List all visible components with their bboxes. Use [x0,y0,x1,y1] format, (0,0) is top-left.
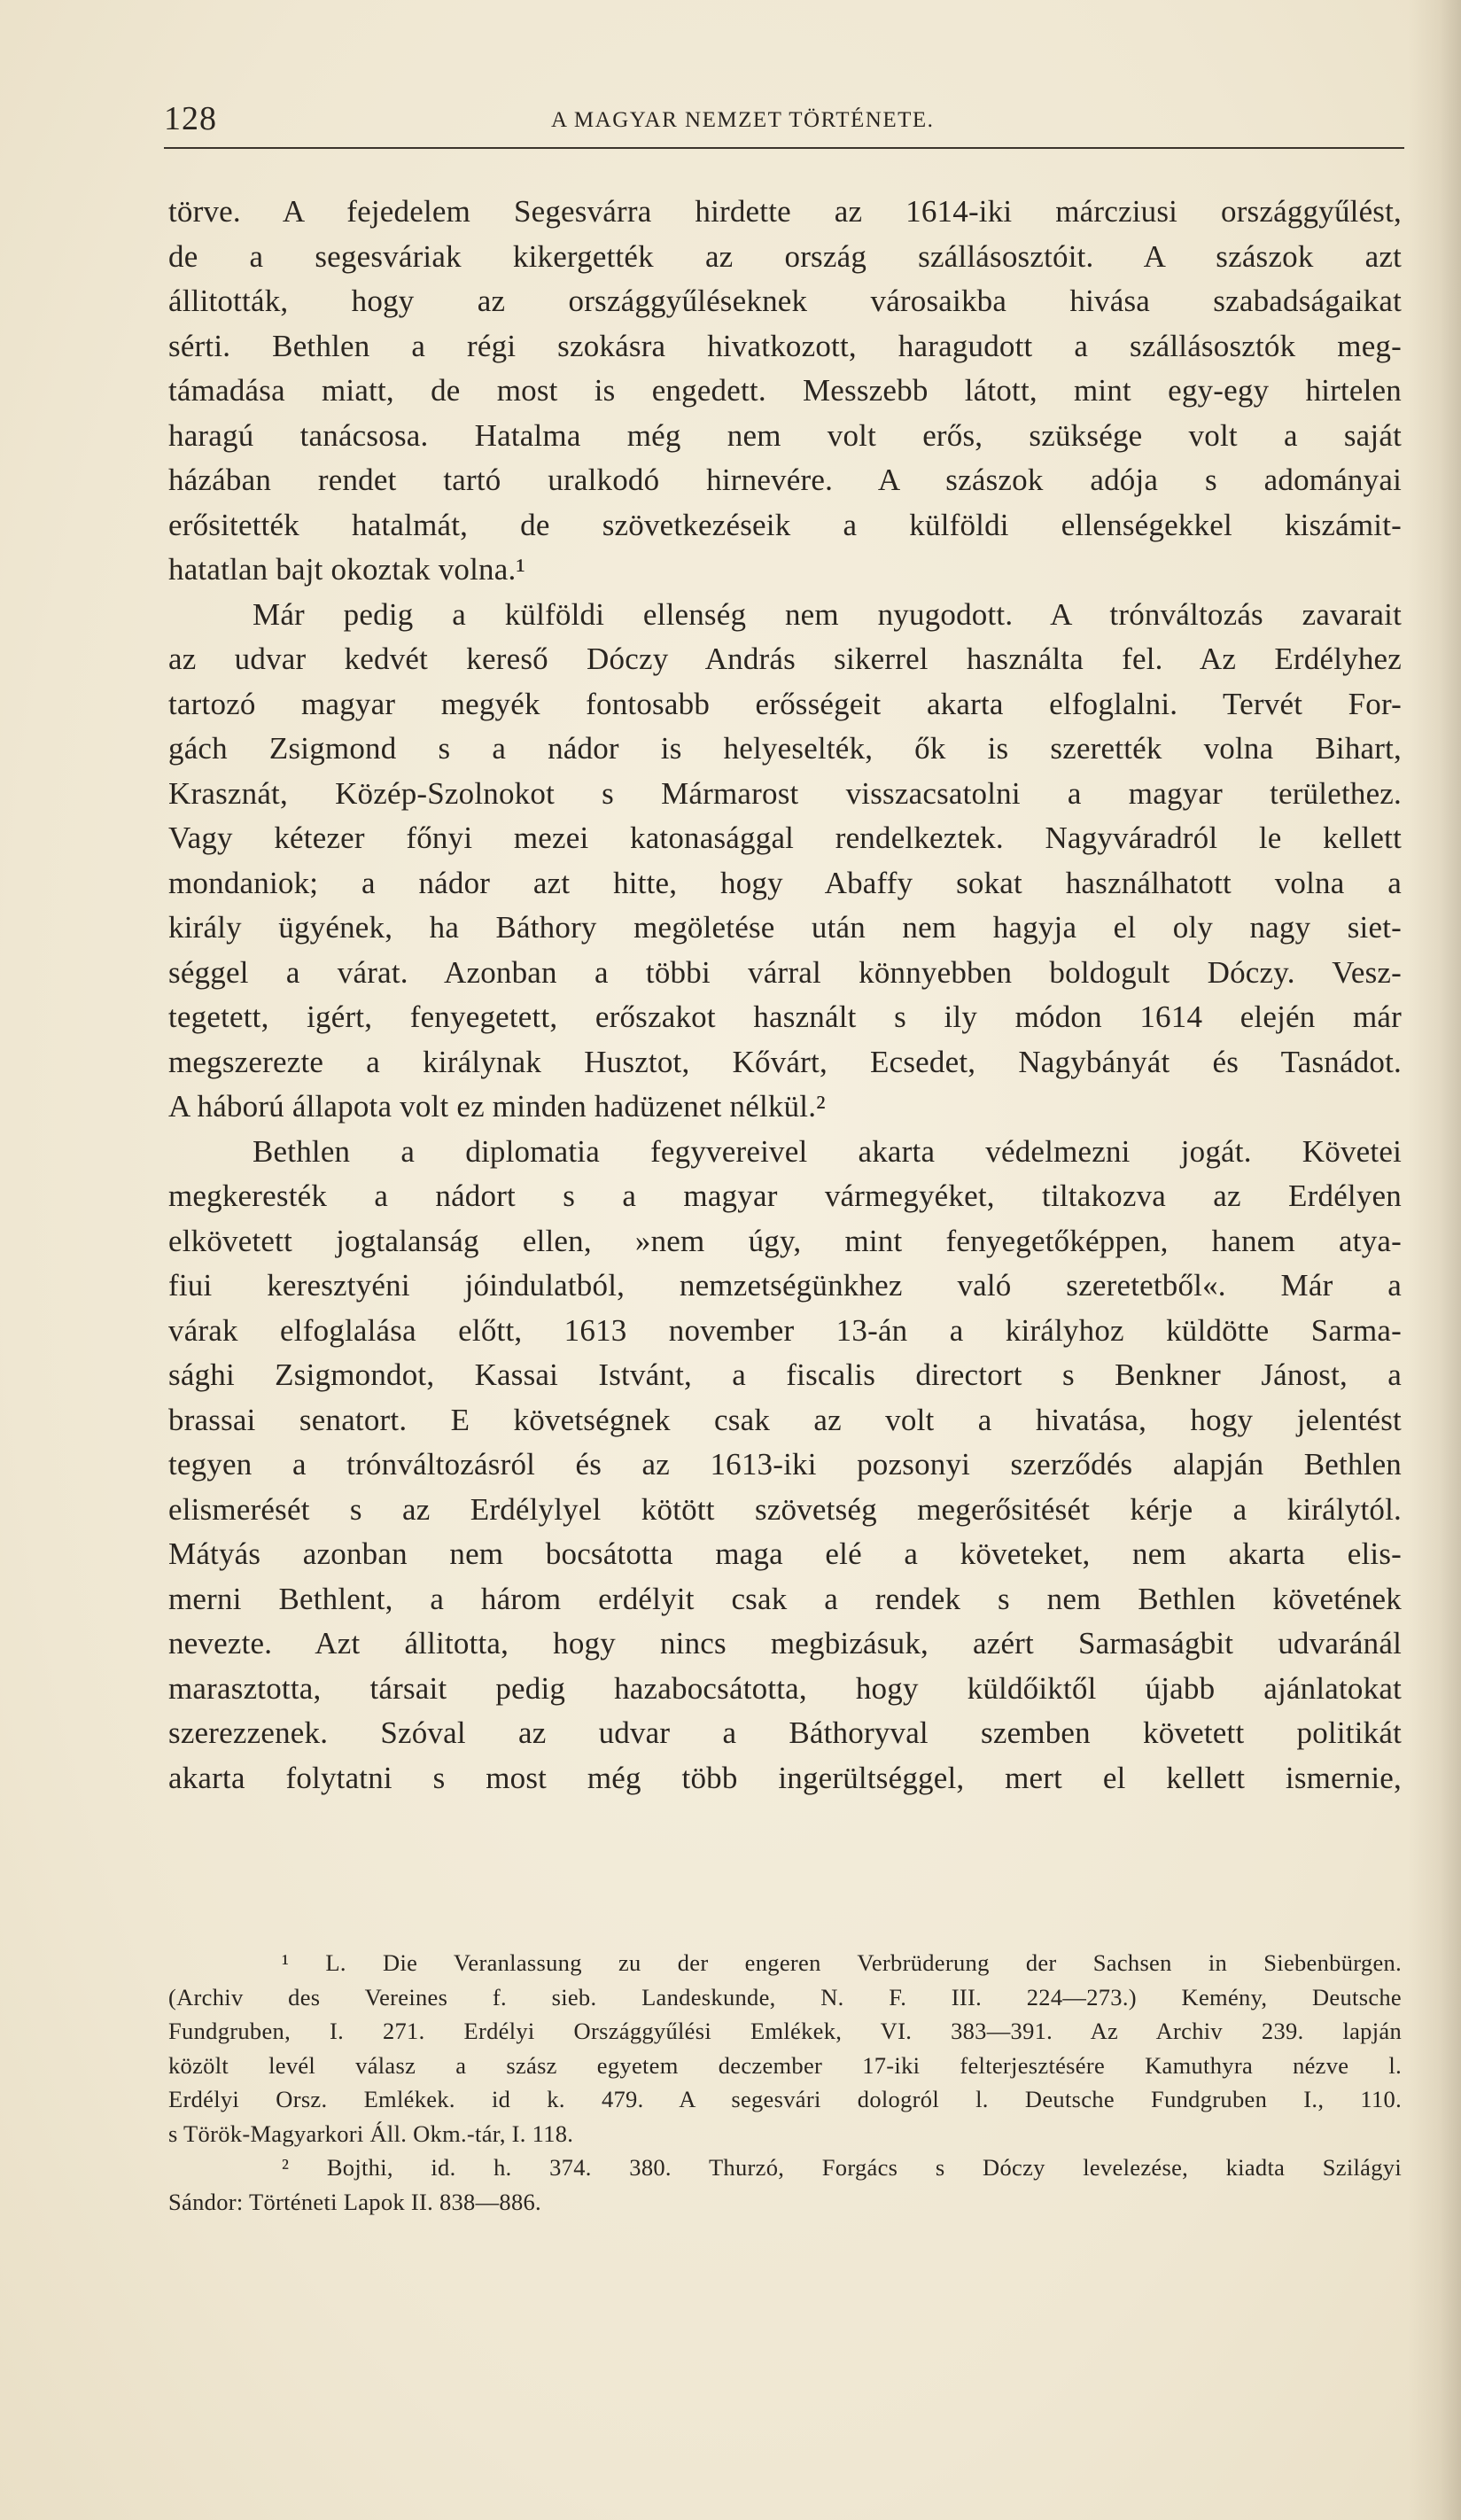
text-line: Vagy kétezer főnyi mezei katonasággal rendelkeztek. Nagyváradról le kellett [168,821,1402,855]
footnote-line: Sándor: Történeti Lapok II. 838—886. [168,2188,541,2215]
footnote-line: Fundgruben, I. 271. Erdélyi Országgyűlési Emlékek, VI. 383—391. Az Archiv 239. lapján [168,2018,1402,2044]
text-line: sághi Zsigmondot, Kassai Istvánt, a fiscalis directort s Benkner Jánost, a [168,1357,1402,1392]
text-line: séggel a várat. Azonban a többi várral könnyebben boldogult Dóczy. Vesz- [168,954,1402,990]
footnote-line: Erdélyi Orsz. Emlékek. id k. 479. A segesvári dologról l. Deutsche Fundgruben I., 110. [168,2086,1402,2112]
binding-shadow [1408,0,1461,2520]
footnote-line: közölt levél válasz a szász egyetem deczember 17-iki felterjesztésére Kamuthyra nézve l. [168,2051,1402,2079]
text-line: házában rendet tartó uralkodó hirnevére. A szászok adója s adományai [168,463,1402,497]
text-line: Már pedig a külföldi ellenség nem nyugodott. A trónváltozás zavarait [253,596,1402,632]
text-line: tegyen a trónváltozásról és az 1613-iki pozsonyi szerződés alapján Bethlen [168,1447,1402,1482]
text-line: Bethlen a diplomatia fegyvereivel akarta védelmezni jogát. Követei [253,1133,1402,1169]
text-line: marasztotta, társait pedig hazabocsátotta, hogy küldőiktől újabb ajánlatokat [168,1670,1402,1706]
text-line: A háború állapota volt ez minden hadüzenet nélkül.² [168,1089,826,1124]
body-text [168,190,1402,1801]
text-line: brassai senatort. E követségnek csak az volt a hivatása, hogy jelentést [168,1402,1402,1437]
text-line: tartozó magyar megyék fontosabb erősségeit akarta elfoglalni. Tervét For- [168,686,1402,721]
text-line: szerezzenek. Szóval az udvar a Báthoryval szemben követett politikát [168,1715,1402,1750]
text-line: elkövetett jogtalanság ellen, »nem úgy, mint fenyegetőképpen, hanem atya- [168,1223,1402,1258]
text-line: állitották, hogy az országgyűléseknek városaikba hivása szabadságaikat [168,284,1402,318]
text-line: haragú tanácsosa. Hatalma még nem volt erős, szüksége volt a saját [168,417,1402,453]
footnote-line: ² Bojthi, id. h. 374. 380. Thurzó, Forgács s Dóczy levelezése, kiadta Szilágyi [282,2154,1402,2181]
footnotes [168,1946,1402,2219]
text-line: erősitették hatalmát, de szövetkezéseik a külföldi ellenségekkel kiszámit- [168,507,1402,542]
text-line: törve. A fejedelem Segesvárra hirdette az 1614-iki márcziusi országgyűlést, [168,194,1402,229]
text-line: nevezte. Azt állitotta, hogy nincs megbizásuk, azért Sarmaságbit udvaránál [168,1626,1402,1661]
text-line: de a segesváriak kikergették az ország szállásosztóit. A szászok azt [168,238,1402,274]
text-line: megszerezte a királynak Husztot, Kővárt, Ecsedet, Nagybányát és Tasnádot. [168,1044,1402,1079]
text-line: várak elfoglalása előtt, 1613 november 13-án a királyhoz küldötte Sarma- [168,1312,1402,1348]
text-line: király ügyének, ha Báthory megöletése után nem hagyja el oly nagy siet- [168,910,1402,945]
running-title: A MAGYAR NEMZET TÖRTÉNETE. [551,108,935,132]
footnote-line: ¹ L. Die Veranlassung zu der engeren Verbrüderung der Sachsen in Siebenbürgen. [282,1949,1402,1976]
text-line: mondaniok; a nádor azt hitte, hogy Abaffy sokat használhatott volna a [168,865,1402,900]
text-line: megkeresték a nádort s a magyar vármegyéket, tiltakozva az Erdélyen [168,1178,1402,1213]
text-line: akarta folytatni s most még több ingerültséggel, mert el kellett ismernie, [168,1760,1402,1795]
text-line: hatatlan bajt okoztak volna.¹ [168,552,526,587]
text-line: tegetett, igért, fenyegetett, erőszakot használt s ily módon 1614 elején már [168,999,1402,1034]
header-rule [164,147,1404,149]
footnote-line: (Archiv des Vereines f. sieb. Landeskunde, N. F. III. 224—273.) Kemény, Deutsche [168,1983,1402,2011]
text-line: elismerését s az Erdélylyel kötött szövetség megerősitését kérje a királytól. [168,1491,1402,1527]
text-line: gách Zsigmond s a nádor is helyeselték, ők is szerették volna Bihart, [168,731,1402,766]
footnote-line: s Török-Magyarkori Áll. Okm.-tár, I. 118. [168,2119,574,2147]
page-header [164,99,1404,154]
page-number: 128 [164,100,217,137]
text-line: Mátyás azonban nem bocsátotta maga elé a követeket, nem akarta elis- [168,1536,1402,1571]
text-line: merni Bethlent, a három erdélyit csak a rendek s nem Bethlen követének [168,1581,1402,1616]
text-line: sérti. Bethlen a régi szokásra hivatkozott, haragudott a szállásosztók meg- [168,328,1402,363]
text-line: Krasznát, Közép-Szolnokot s Mármarost visszacsatolni a magyar területhez. [168,775,1402,811]
text-line: az udvar kedvét kereső Dóczy András sikerrel használta fel. Az Erdélyhez [168,642,1402,676]
text-line: támadása miatt, de most is engedett. Messzebb látott, mint egy-egy hirtelen [168,373,1402,408]
text-line: fiui keresztyéni jóindulatból, nemzetségünkhez való szeretetből«. Már a [168,1268,1402,1303]
